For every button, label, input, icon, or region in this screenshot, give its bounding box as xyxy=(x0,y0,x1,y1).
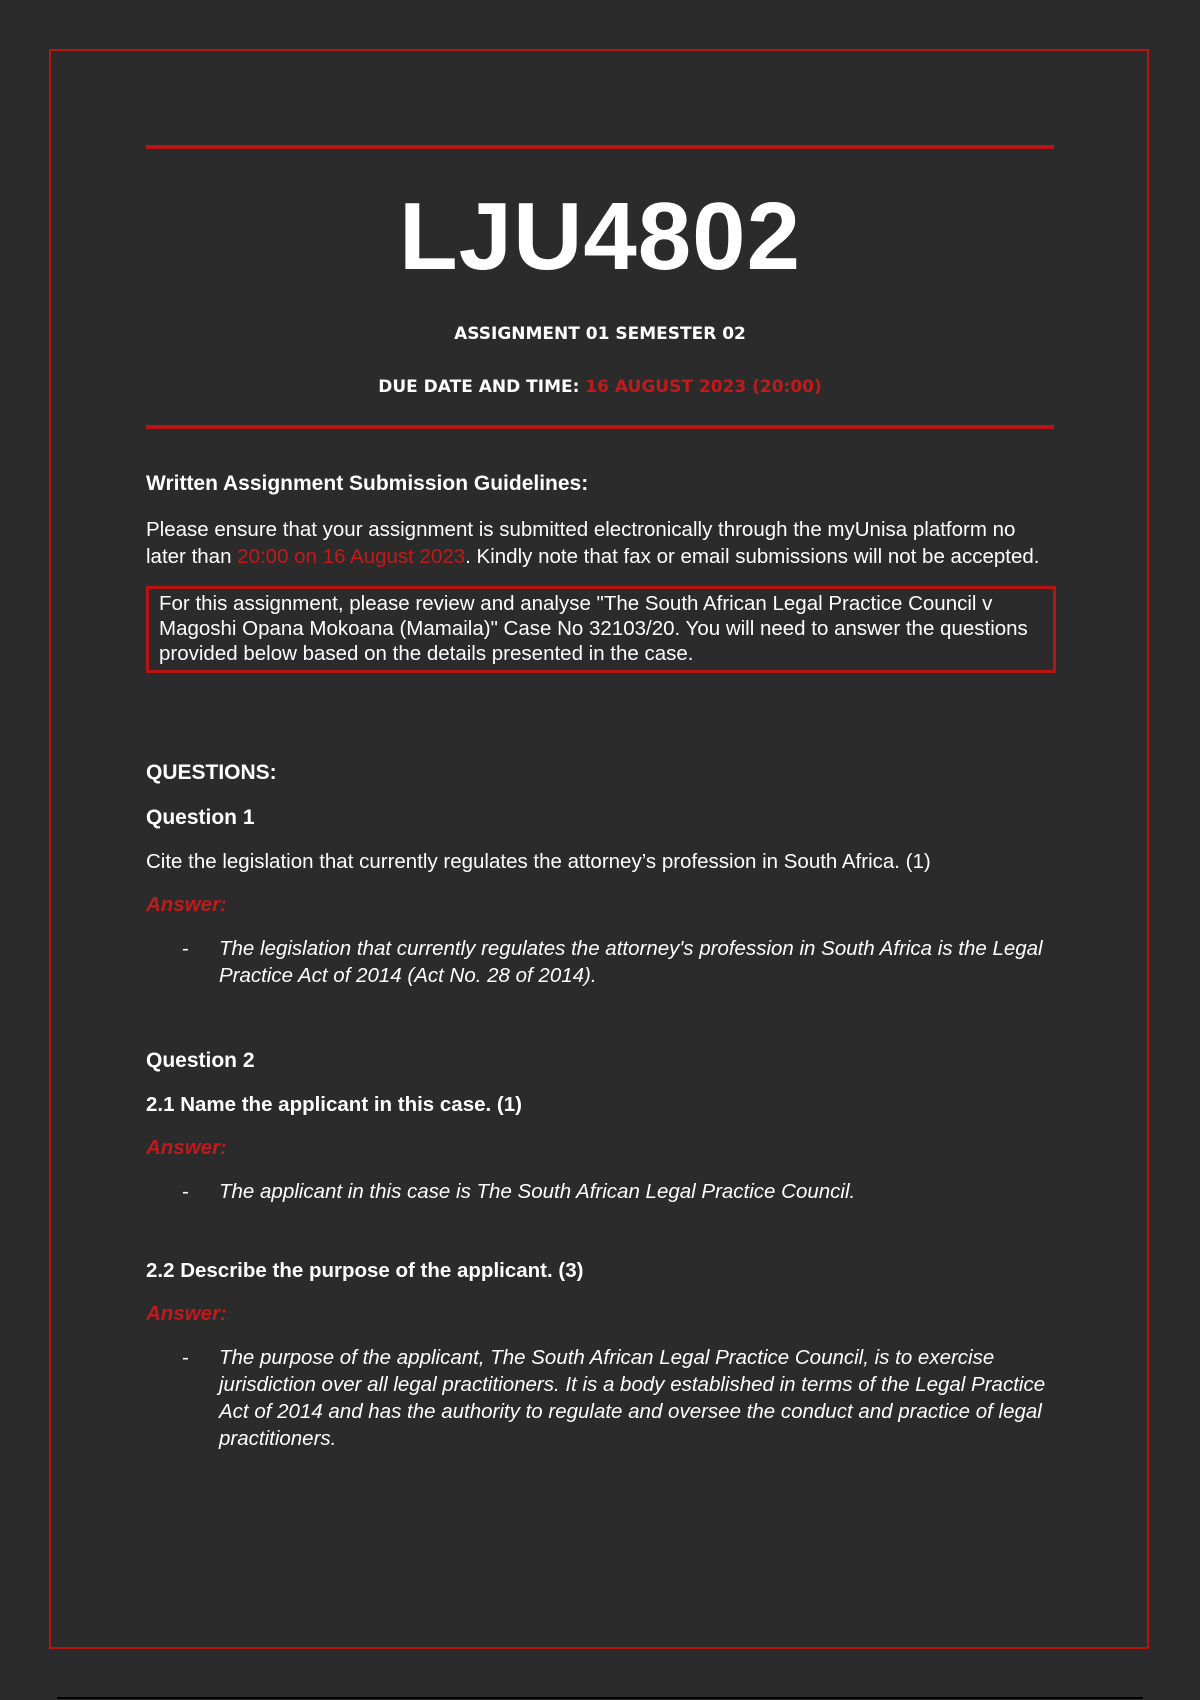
question-1-heading: Question 1 xyxy=(146,806,255,829)
question-2-2-text: 2.2 Describe the purpose of the applicant. (3) xyxy=(146,1259,584,1282)
assignment-title: ASSIGNMENT 01 SEMESTER 02 xyxy=(454,324,746,344)
question-1-answer-label: Answer: xyxy=(146,893,227,916)
question-2-1-answer-label: Answer: xyxy=(146,1136,227,1159)
question-2-2-answer-label: Answer: xyxy=(146,1302,227,1325)
guidelines-text xyxy=(146,516,1054,570)
header-divider xyxy=(146,425,1054,429)
bullet-dash: - xyxy=(182,937,189,960)
question-1-answer-text: The legislation that currently regulates the attorney's profession in South Africa is the Legal Practice Act of 2014 (Act No. 28 of 2014). xyxy=(219,937,1043,987)
guidelines-text-before: Please ensure that your assignment is submitted electronically through the myUnisa platform no later than xyxy=(146,518,1016,568)
questions-heading: QUESTIONS: xyxy=(146,761,277,784)
case-instructions-box: For this assignment, please review and analyse "The South African Legal Practice Council v Magoshi Opana Mokoana (Mamaila)" Case No 32103/20. You will need to answer the questions provided below based on the details presented in the case. xyxy=(146,586,1056,673)
bottom-divider xyxy=(57,1697,1143,1699)
bullet-dash: - xyxy=(182,1180,189,1203)
question-2-2-answer xyxy=(146,1344,1054,1452)
question-1-text: Cite the legislation that currently regulates the attorney’s profession in South Africa. (1) xyxy=(146,850,931,873)
question-2-1-answer-text: The applicant in this case is The South African Legal Practice Council. xyxy=(219,1180,856,1203)
due-date-line xyxy=(146,377,1054,397)
question-2-1-answer xyxy=(146,1178,1054,1205)
top-divider xyxy=(146,145,1054,149)
document-content xyxy=(146,145,1054,1452)
question-2-heading: Question 2 xyxy=(146,1049,255,1072)
due-date-value: 16 AUGUST 2023 (20:00) xyxy=(585,377,822,397)
guidelines-text-after: . Kindly note that fax or email submissions will not be accepted. xyxy=(465,545,1040,568)
bullet-dash: - xyxy=(182,1346,189,1369)
question-2-1-text: 2.1 Name the applicant in this case. (1) xyxy=(146,1093,522,1116)
question-2-2-answer-text: The purpose of the applicant, The South African Legal Practice Council, is to exercise jurisdiction over all legal practitioners. It is a body established in terms of the Legal Practice Act of 2014 and has the authority to regulate and oversee the conduct and practice of legal practitioners. xyxy=(219,1346,1046,1450)
question-1-answer xyxy=(146,935,1054,989)
guidelines-deadline: 20:00 on 16 August 2023 xyxy=(237,545,466,568)
course-code: LJU4802 xyxy=(399,183,801,290)
due-date-label: DUE DATE AND TIME: xyxy=(378,377,586,397)
guidelines-heading: Written Assignment Submission Guidelines: xyxy=(146,472,589,495)
